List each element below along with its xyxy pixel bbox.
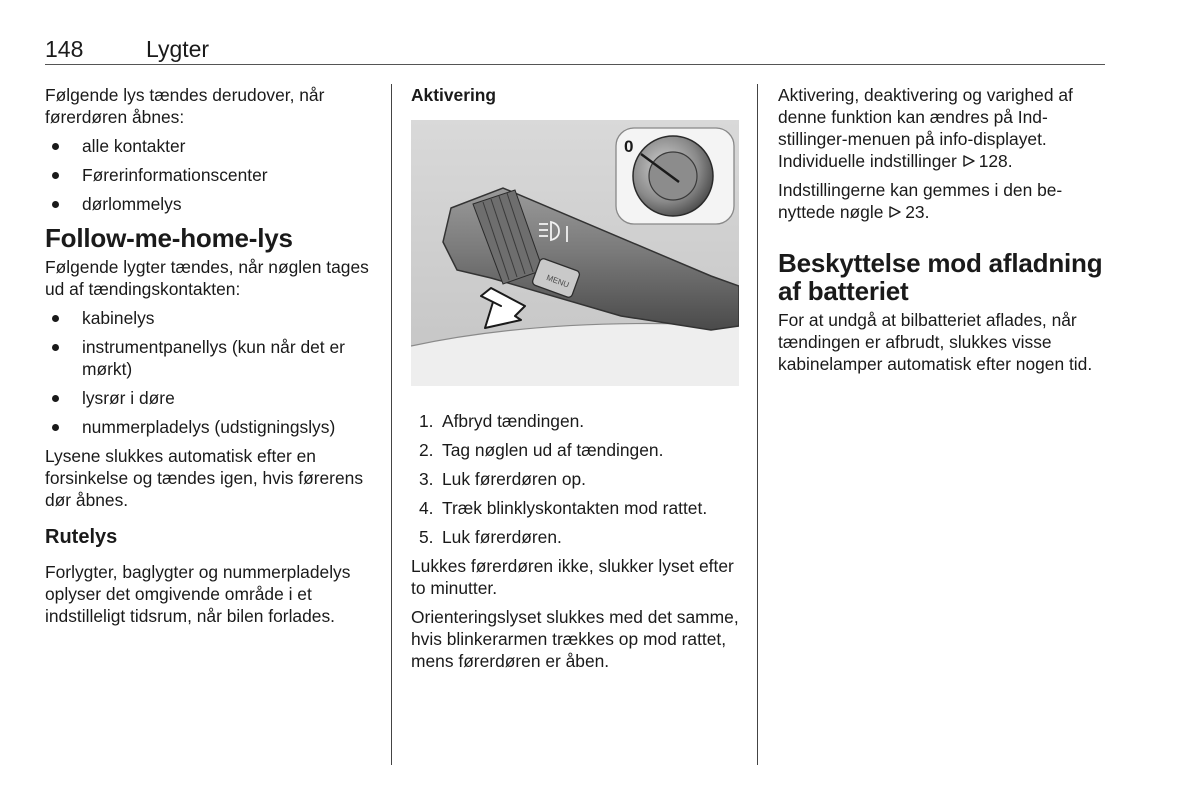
- intro-paragraph: Følgende lys tændes derudover, når førerdøren åbnes:: [45, 85, 325, 127]
- page-header: [45, 36, 1105, 64]
- page-reference-link[interactable]: 23.: [905, 202, 930, 222]
- list-item: kabinelys: [45, 307, 369, 329]
- column-divider-1: [391, 84, 392, 765]
- list-item: 2. Tag nøglen ud af tændingen.: [419, 440, 664, 460]
- page-reference-icon: [962, 151, 976, 165]
- heading-rutelys: Rutelys: [45, 526, 118, 548]
- column-divider-2: [757, 84, 758, 765]
- list-item: 3. Luk førerdøren op.: [419, 469, 587, 489]
- settings-paragraph: Aktivering, deaktivering og varighed af denne funktion kan ændres på Indstillinger-menuen på info-displayet. Individuelle indstillinger 128.: [778, 85, 1073, 171]
- key-memory-paragraph: Indstillingerne kan gemmes i den benyttede nøgle 23.: [778, 180, 1063, 222]
- activation-steps-list: [411, 410, 741, 548]
- bullet-icon: [52, 344, 59, 351]
- column-2: [411, 84, 741, 679]
- list-item: alle kontakter: [45, 135, 369, 157]
- heading-aktivering: Aktivering: [411, 85, 497, 105]
- list-item: lysrør i døre: [45, 387, 369, 409]
- column-3: [778, 84, 1108, 382]
- stalk-menu-label: MENU: [545, 273, 571, 290]
- stalk-illustration: [411, 120, 739, 386]
- list-item: instrumentpanellys (kun når det er mørkt): [45, 336, 369, 380]
- bullet-icon: [52, 424, 59, 431]
- column-1: [45, 84, 369, 634]
- list-item: 1. Afbryd tændingen.: [419, 411, 585, 431]
- follow-me-home-list: [45, 307, 369, 438]
- battery-protection-paragraph: For at undgå at bilbatteriet aflades, når tændingen er afbrudt, slukkes visse kabinelamper automatisk efter nogen tid.: [778, 310, 1093, 374]
- bullet-icon: [52, 143, 59, 150]
- page-reference-link[interactable]: 128.: [978, 151, 1013, 171]
- list-item: Førerinformationscenter: [45, 164, 369, 186]
- rutelys-paragraph: Forlygter, baglygter og nummerpladelys oplyser det omgivende område i et indstilleligt tidsrum, når bilen forlades.: [45, 562, 351, 626]
- key-position-label: 0: [624, 137, 634, 156]
- heading-battery-protection: Beskyttelse mod afladning af batteriet: [778, 248, 1103, 306]
- list-item: nummerpladelys (udstigningslys): [45, 416, 369, 438]
- list-item: dørlommelys: [45, 193, 369, 215]
- door-open-lights-list: [45, 135, 369, 215]
- list-item: 5. Luk førerdøren.: [419, 527, 562, 547]
- bullet-icon: [52, 395, 59, 402]
- follow-intro-paragraph: Følgende lygter tændes, når nøglen tages ud af tændingskontakten:: [45, 257, 369, 299]
- heading-follow-me-home: Follow-me-home-lys: [45, 223, 293, 253]
- stalk-illustration-svg: [411, 120, 739, 386]
- header-rule: [45, 64, 1105, 65]
- follow-outro-paragraph: Lysene slukkes automatisk efter en forsinkelse og tændes igen, hvis førerens dør åbnes.: [45, 446, 364, 510]
- bullet-icon: [52, 172, 59, 179]
- page-reference-icon: [888, 202, 902, 216]
- page-number: 148: [45, 36, 84, 62]
- door-not-closed-paragraph: Lukkes førerdøren ikke, slukker lyset efter to minutter.: [411, 556, 734, 598]
- bullet-icon: [52, 201, 59, 208]
- list-item: 4. Træk blinklyskontakten mod rattet.: [419, 498, 708, 518]
- bullet-icon: [52, 315, 59, 322]
- orientation-light-paragraph: Orienteringslyset slukkes med det samme, hvis blinkerarmen trækkes op mod rattet, mens førerdøren er åben.: [411, 607, 739, 671]
- page-title: Lygter: [146, 36, 210, 62]
- key-inset: [616, 128, 734, 224]
